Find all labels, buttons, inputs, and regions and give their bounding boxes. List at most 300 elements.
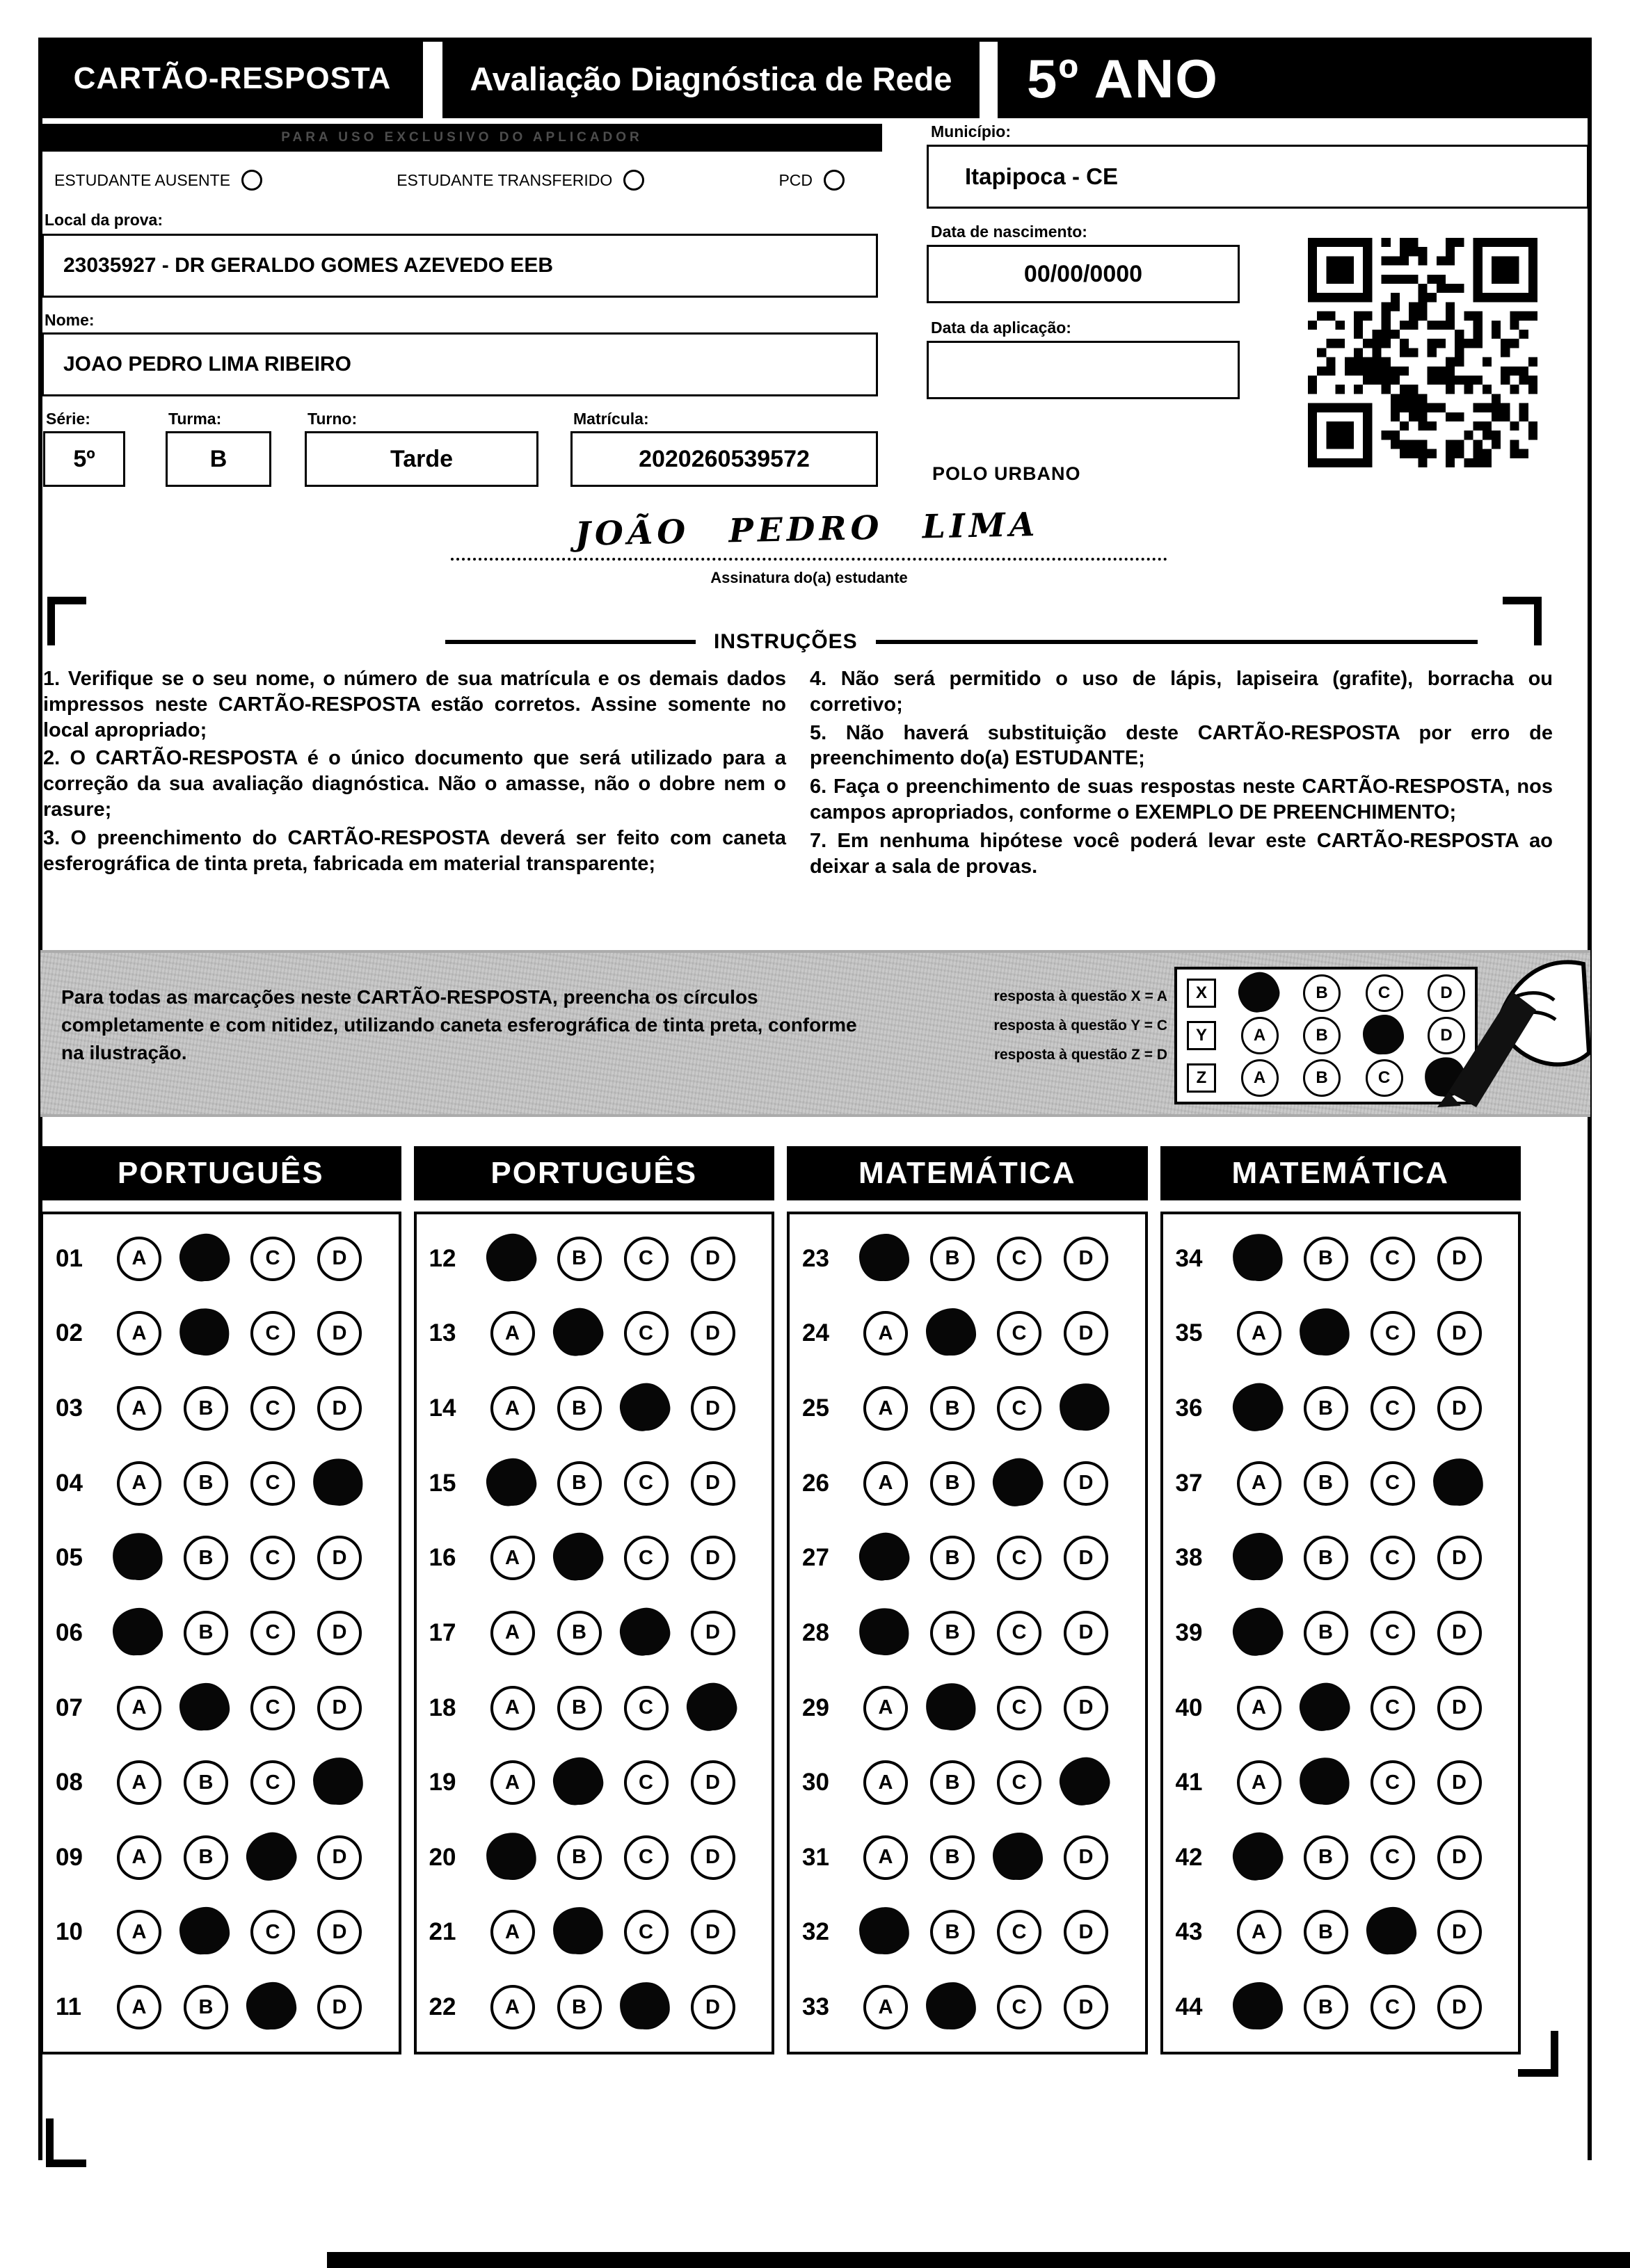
example-bubble-Y-D: D xyxy=(1428,1017,1465,1054)
bubble-05-B[interactable]: B xyxy=(184,1536,228,1580)
example-row-X xyxy=(1187,974,1465,1012)
bubble-21-A[interactable]: A xyxy=(490,1910,535,1954)
bubble-24-B[interactable] xyxy=(930,1311,975,1356)
bubble-42-D[interactable]: D xyxy=(1437,1835,1482,1880)
answer-rows xyxy=(787,1212,1148,2054)
bubble-13-B[interactable] xyxy=(557,1311,602,1356)
bubble-22-A[interactable]: A xyxy=(490,1985,535,2029)
question-number: 28 xyxy=(802,1618,829,1646)
aplicacao-label: Data da aplicação: xyxy=(931,319,1071,337)
bubble-41-C[interactable]: C xyxy=(1371,1760,1415,1805)
bubble-40-A[interactable]: A xyxy=(1237,1686,1281,1730)
question-row-16 xyxy=(429,1536,768,1580)
bubble-06-A[interactable] xyxy=(117,1611,161,1655)
bubble-01-C[interactable]: C xyxy=(250,1237,295,1281)
bubble-36-B[interactable]: B xyxy=(1304,1386,1348,1431)
bubble-17-A[interactable]: A xyxy=(490,1611,535,1655)
bubble-11-B[interactable]: B xyxy=(184,1985,228,2029)
bubble-31-B[interactable]: B xyxy=(930,1835,975,1880)
example-row-label: Y xyxy=(1187,1021,1216,1050)
bubble-19-B[interactable] xyxy=(557,1760,602,1805)
bubble-34-A[interactable] xyxy=(1237,1237,1281,1281)
bubble-29-B[interactable] xyxy=(930,1686,975,1730)
question-row-04 xyxy=(56,1461,394,1506)
question-row-15 xyxy=(429,1461,768,1506)
example-row-label: Z xyxy=(1187,1063,1216,1093)
example-bubble-Z-B: B xyxy=(1303,1059,1341,1097)
bubble-27-B[interactable]: B xyxy=(930,1536,975,1580)
example-row-label: X xyxy=(1187,979,1216,1008)
bubble-39-C[interactable]: C xyxy=(1371,1611,1415,1655)
instructions-header xyxy=(445,630,1478,654)
bubble-44-C[interactable]: C xyxy=(1371,1985,1415,2029)
question-row-08 xyxy=(56,1760,394,1805)
example-row-Y xyxy=(1187,1017,1465,1054)
bubble-27-A[interactable] xyxy=(863,1536,908,1580)
instructions-title: INSTRUÇÕES xyxy=(714,630,858,653)
bubble-05-D[interactable]: D xyxy=(317,1536,362,1580)
bubble-03-A[interactable]: A xyxy=(117,1386,161,1431)
bubble-07-A[interactable]: A xyxy=(117,1686,161,1730)
bubble-06-D[interactable]: D xyxy=(317,1611,362,1655)
question-number: 35 xyxy=(1175,1319,1203,1347)
bubble-10-D[interactable]: D xyxy=(317,1910,362,1954)
applicator-bar-text: PARA USO EXCLUSIVO DO APLICADOR xyxy=(281,130,643,145)
bubble-28-C[interactable]: C xyxy=(997,1611,1041,1655)
bubble-09-D[interactable]: D xyxy=(317,1835,362,1880)
bubble-29-A[interactable]: A xyxy=(863,1686,908,1730)
question-row-35 xyxy=(1176,1311,1515,1356)
bubble-33-D[interactable]: D xyxy=(1064,1985,1108,2029)
nome-value: JOAO PEDRO LIMA RIBEIRO xyxy=(42,332,878,396)
bubble-10-B[interactable] xyxy=(184,1910,228,1954)
rule-left xyxy=(445,640,696,644)
bubble-26-D[interactable]: D xyxy=(1064,1461,1108,1506)
bubble-02-B[interactable] xyxy=(184,1311,228,1356)
bubble-33-B[interactable] xyxy=(930,1985,975,2029)
legend-line-x: resposta à questão X = A xyxy=(993,988,1167,1004)
bubble-30-D[interactable] xyxy=(1064,1760,1108,1805)
aplicacao-value xyxy=(927,341,1240,399)
bubble-27-C[interactable]: C xyxy=(997,1536,1041,1580)
bubble-04-C[interactable]: C xyxy=(250,1461,295,1506)
bubble-40-D[interactable]: D xyxy=(1437,1686,1482,1730)
question-number: 09 xyxy=(56,1843,83,1871)
example-bubble-Z-C: C xyxy=(1366,1059,1403,1097)
question-row-23 xyxy=(802,1237,1141,1281)
question-number: 39 xyxy=(1175,1618,1203,1646)
bubble-37-B[interactable]: B xyxy=(1304,1461,1348,1506)
question-row-32 xyxy=(802,1910,1141,1954)
question-number: 10 xyxy=(56,1918,83,1946)
bubble-35-B[interactable] xyxy=(1304,1311,1348,1356)
example-bubble-Z-A: A xyxy=(1241,1059,1279,1097)
answer-section-title: MATEMÁTICA xyxy=(787,1146,1148,1200)
bubble-36-A[interactable] xyxy=(1237,1386,1281,1431)
question-number: 17 xyxy=(429,1618,456,1646)
bubble-08-C[interactable]: C xyxy=(250,1760,295,1805)
bubble-43-B[interactable]: B xyxy=(1304,1910,1348,1954)
corner-mark-top-left xyxy=(47,597,86,645)
question-row-13 xyxy=(429,1311,768,1356)
question-row-06 xyxy=(56,1611,394,1655)
bubble-39-B[interactable]: B xyxy=(1304,1611,1348,1655)
bubble-14-D[interactable]: D xyxy=(691,1386,735,1431)
bubble-36-D[interactable]: D xyxy=(1437,1386,1482,1431)
question-row-22 xyxy=(429,1985,768,2029)
question-row-07 xyxy=(56,1686,394,1730)
status-bubble-transferido[interactable] xyxy=(623,170,644,191)
instruction-item-4: 4. Não será permitido o uso de lápis, lapiseira (grafite), borracha ou corretivo; xyxy=(810,668,1553,716)
bubble-23-C[interactable]: C xyxy=(997,1237,1041,1281)
matricula-label: Matrícula: xyxy=(573,410,649,428)
hand-pen-illustration xyxy=(1425,949,1592,1120)
bubble-07-D[interactable]: D xyxy=(317,1686,362,1730)
rule-right xyxy=(876,640,1478,644)
answer-section-1 xyxy=(40,1146,401,2054)
question-number: 19 xyxy=(429,1769,456,1796)
bubble-43-C[interactable] xyxy=(1371,1910,1415,1954)
bubble-29-D[interactable]: D xyxy=(1064,1686,1108,1730)
question-number: 33 xyxy=(802,1993,829,2021)
question-row-24 xyxy=(802,1311,1141,1356)
bubble-12-C[interactable]: C xyxy=(624,1237,669,1281)
question-row-37 xyxy=(1176,1461,1515,1506)
question-row-40 xyxy=(1176,1686,1515,1730)
bubble-28-A[interactable] xyxy=(863,1611,908,1655)
status-bubble-ausente[interactable] xyxy=(241,170,262,191)
bubble-22-B[interactable]: B xyxy=(557,1985,602,2029)
question-row-36 xyxy=(1176,1386,1515,1431)
serie-value: 5º xyxy=(43,431,125,487)
question-row-28 xyxy=(802,1611,1141,1655)
bubble-38-C[interactable]: C xyxy=(1371,1536,1415,1580)
example-legend xyxy=(966,982,1167,1070)
example-row-Z xyxy=(1187,1059,1465,1097)
bubble-17-D[interactable]: D xyxy=(691,1611,735,1655)
bubble-14-C[interactable] xyxy=(624,1386,669,1431)
bubble-31-A[interactable]: A xyxy=(863,1835,908,1880)
instruction-item-1: 1. Verifique se o seu nome, o número de sua matrícula e os demais dados impressos neste CARTÃO-RESPOSTA estão corretos. Assine somente no local apropriado; xyxy=(43,668,786,741)
bubble-08-B[interactable]: B xyxy=(184,1760,228,1805)
bubble-16-B[interactable] xyxy=(557,1536,602,1580)
bubble-06-C[interactable]: C xyxy=(250,1611,295,1655)
question-row-44 xyxy=(1176,1985,1515,2029)
bubble-25-C[interactable]: C xyxy=(997,1386,1041,1431)
example-bubble-Y-C xyxy=(1366,1017,1403,1054)
question-row-31 xyxy=(802,1835,1141,1880)
bubble-23-D[interactable]: D xyxy=(1064,1237,1108,1281)
bubble-27-D[interactable]: D xyxy=(1064,1536,1108,1580)
question-number: 30 xyxy=(802,1769,829,1796)
example-bubble-Y-B: B xyxy=(1303,1017,1341,1054)
bubble-42-B[interactable]: B xyxy=(1304,1835,1348,1880)
bubble-02-C[interactable]: C xyxy=(250,1311,295,1356)
bubble-41-A[interactable]: A xyxy=(1237,1760,1281,1805)
bubble-15-D[interactable]: D xyxy=(691,1461,735,1506)
question-row-01 xyxy=(56,1237,394,1281)
legend-line-y: resposta à questão Y = C xyxy=(993,1018,1167,1034)
bubble-12-B[interactable]: B xyxy=(557,1237,602,1281)
question-row-27 xyxy=(802,1536,1141,1580)
bubble-30-A[interactable]: A xyxy=(863,1760,908,1805)
bubble-19-D[interactable]: D xyxy=(691,1760,735,1805)
corner-mark-bottom-left xyxy=(46,2118,86,2167)
bubble-32-A[interactable] xyxy=(863,1910,908,1954)
question-row-39 xyxy=(1176,1611,1515,1655)
bubble-38-D[interactable]: D xyxy=(1437,1536,1482,1580)
bubble-32-D[interactable]: D xyxy=(1064,1910,1108,1954)
bubble-29-C[interactable]: C xyxy=(997,1686,1041,1730)
bubble-37-D[interactable] xyxy=(1437,1461,1482,1506)
bubble-25-D[interactable] xyxy=(1064,1386,1108,1431)
bubble-05-C[interactable]: C xyxy=(250,1536,295,1580)
form-title: CARTÃO-RESPOSTA xyxy=(73,61,392,95)
question-row-41 xyxy=(1176,1760,1515,1805)
question-number: 37 xyxy=(1175,1469,1203,1497)
question-row-21 xyxy=(429,1910,768,1954)
bubble-19-C[interactable]: C xyxy=(624,1760,669,1805)
question-number: 31 xyxy=(802,1843,829,1871)
bubble-15-B[interactable]: B xyxy=(557,1461,602,1506)
bubble-35-C[interactable]: C xyxy=(1371,1311,1415,1356)
bubble-12-A[interactable] xyxy=(490,1237,535,1281)
bubble-43-D[interactable]: D xyxy=(1437,1910,1482,1954)
bubble-44-A[interactable] xyxy=(1237,1985,1281,2029)
question-number: 15 xyxy=(429,1469,456,1497)
bubble-09-B[interactable]: B xyxy=(184,1835,228,1880)
bubble-21-B[interactable] xyxy=(557,1910,602,1954)
bubble-04-A[interactable]: A xyxy=(117,1461,161,1506)
question-row-20 xyxy=(429,1835,768,1880)
bubble-30-C[interactable]: C xyxy=(997,1760,1041,1805)
bubble-13-D[interactable]: D xyxy=(691,1311,735,1356)
answer-section-title: PORTUGUÊS xyxy=(40,1146,401,1200)
bubble-02-A[interactable]: A xyxy=(117,1311,161,1356)
bubble-06-B[interactable]: B xyxy=(184,1611,228,1655)
bubble-40-C[interactable]: C xyxy=(1371,1686,1415,1730)
question-number: 23 xyxy=(802,1244,829,1272)
bubble-18-D[interactable] xyxy=(691,1686,735,1730)
answer-rows xyxy=(40,1212,401,2054)
bubble-11-D[interactable]: D xyxy=(317,1985,362,2029)
assessment-title: Avaliação Diagnóstica de Rede xyxy=(470,60,952,97)
question-row-14 xyxy=(429,1386,768,1431)
bubble-18-A[interactable]: A xyxy=(490,1686,535,1730)
status-bubble-pcd[interactable] xyxy=(824,170,845,191)
bubble-38-A[interactable] xyxy=(1237,1536,1281,1580)
question-row-03 xyxy=(56,1386,394,1431)
bubble-17-C[interactable] xyxy=(624,1611,669,1655)
status-estudante-ausente xyxy=(54,170,262,191)
bubble-20-D[interactable]: D xyxy=(691,1835,735,1880)
question-number: 38 xyxy=(1175,1544,1203,1572)
question-number: 02 xyxy=(56,1319,83,1347)
bubble-10-A[interactable]: A xyxy=(117,1910,161,1954)
bubble-13-C[interactable]: C xyxy=(624,1311,669,1356)
bubble-09-C[interactable] xyxy=(250,1835,295,1880)
corner-mark-top-right xyxy=(1503,597,1542,645)
corner-mark-bottom-right xyxy=(1518,2031,1558,2077)
instruction-item-3: 3. O preenchimento do CARTÃO-RESPOSTA deverá ser feito com caneta esferográfica de tinta preta, fabricada em material transparente; xyxy=(43,826,786,875)
bubble-41-B[interactable] xyxy=(1304,1760,1348,1805)
bubble-44-B[interactable]: B xyxy=(1304,1985,1348,2029)
bubble-44-D[interactable]: D xyxy=(1437,1985,1482,2029)
bubble-10-C[interactable]: C xyxy=(250,1910,295,1954)
bubble-28-B[interactable]: B xyxy=(930,1611,975,1655)
bubble-12-D[interactable]: D xyxy=(691,1237,735,1281)
question-row-25 xyxy=(802,1386,1141,1431)
bubble-38-B[interactable]: B xyxy=(1304,1536,1348,1580)
bubble-35-A[interactable]: A xyxy=(1237,1311,1281,1356)
bubble-43-A[interactable]: A xyxy=(1237,1910,1281,1954)
example-bubble-X-D: D xyxy=(1428,974,1465,1012)
bubble-05-A[interactable] xyxy=(117,1536,161,1580)
bubble-01-D[interactable]: D xyxy=(317,1237,362,1281)
nome-label: Nome: xyxy=(45,311,95,329)
bubble-20-B[interactable]: B xyxy=(557,1835,602,1880)
bubble-22-D[interactable]: D xyxy=(691,1985,735,2029)
bubble-01-A[interactable]: A xyxy=(117,1237,161,1281)
bubble-18-C[interactable]: C xyxy=(624,1686,669,1730)
matricula-value: 2020260539572 xyxy=(570,431,878,487)
question-row-12 xyxy=(429,1237,768,1281)
bubble-04-B[interactable]: B xyxy=(184,1461,228,1506)
bubble-03-C[interactable]: C xyxy=(250,1386,295,1431)
question-row-02 xyxy=(56,1311,394,1356)
bubble-08-A[interactable]: A xyxy=(117,1760,161,1805)
bubble-39-D[interactable]: D xyxy=(1437,1611,1482,1655)
bubble-26-A[interactable]: A xyxy=(863,1461,908,1506)
question-number: 24 xyxy=(802,1319,829,1347)
status-label-ausente: ESTUDANTE AUSENTE xyxy=(54,170,231,189)
bubble-34-C[interactable]: C xyxy=(1371,1237,1415,1281)
bubble-37-A[interactable]: A xyxy=(1237,1461,1281,1506)
question-row-11 xyxy=(56,1985,394,2029)
bubble-11-A[interactable]: A xyxy=(117,1985,161,2029)
bubble-02-D[interactable]: D xyxy=(317,1311,362,1356)
bubble-34-D[interactable]: D xyxy=(1437,1237,1482,1281)
bubble-33-A[interactable]: A xyxy=(863,1985,908,2029)
bubble-07-B[interactable] xyxy=(184,1686,228,1730)
bubble-16-D[interactable]: D xyxy=(691,1536,735,1580)
question-number: 36 xyxy=(1175,1394,1203,1422)
bubble-26-B[interactable]: B xyxy=(930,1461,975,1506)
bubble-24-D[interactable]: D xyxy=(1064,1311,1108,1356)
bubble-21-C[interactable]: C xyxy=(624,1910,669,1954)
question-number: 42 xyxy=(1175,1843,1203,1871)
bubble-24-C[interactable]: C xyxy=(997,1311,1041,1356)
bubble-37-C[interactable]: C xyxy=(1371,1461,1415,1506)
bubble-30-B[interactable]: B xyxy=(930,1760,975,1805)
bubble-22-C[interactable] xyxy=(624,1985,669,2029)
bubble-25-B[interactable]: B xyxy=(930,1386,975,1431)
question-number: 21 xyxy=(429,1918,456,1946)
nascimento-value: 00/00/0000 xyxy=(927,245,1240,303)
bubble-32-B[interactable]: B xyxy=(930,1910,975,1954)
bubble-31-D[interactable]: D xyxy=(1064,1835,1108,1880)
question-row-05 xyxy=(56,1536,394,1580)
bubble-17-B[interactable]: B xyxy=(557,1611,602,1655)
bubble-21-D[interactable]: D xyxy=(691,1910,735,1954)
question-row-09 xyxy=(56,1835,394,1880)
instruction-item-7: 7. Em nenhuma hipótese você poderá levar este CARTÃO-RESPOSTA ao deixar a sala de provas. xyxy=(810,829,1553,878)
municipio-value: Itapipoca - CE xyxy=(927,145,1589,209)
bubble-13-A[interactable]: A xyxy=(490,1311,535,1356)
bubble-24-A[interactable]: A xyxy=(863,1311,908,1356)
question-number: 27 xyxy=(802,1544,829,1572)
question-number: 22 xyxy=(429,1993,456,2021)
bubble-26-C[interactable] xyxy=(997,1461,1041,1506)
bubble-03-D[interactable]: D xyxy=(317,1386,362,1431)
bubble-04-D[interactable] xyxy=(317,1461,362,1506)
bubble-03-B[interactable]: B xyxy=(184,1386,228,1431)
answer-rows xyxy=(414,1212,775,2054)
bubble-39-A[interactable] xyxy=(1237,1611,1281,1655)
bubble-23-B[interactable]: B xyxy=(930,1237,975,1281)
qr-code xyxy=(1308,238,1537,467)
bubble-20-A[interactable] xyxy=(490,1835,535,1880)
example-bubble-X-A xyxy=(1241,974,1279,1012)
example-bubble-X-C: C xyxy=(1366,974,1403,1012)
bubble-42-A[interactable] xyxy=(1237,1835,1281,1880)
turno-label: Turno: xyxy=(307,410,358,428)
bubble-11-C[interactable] xyxy=(250,1985,295,2029)
bubble-07-C[interactable]: C xyxy=(250,1686,295,1730)
question-number: 06 xyxy=(56,1618,83,1646)
bubble-23-A[interactable] xyxy=(863,1237,908,1281)
bubble-25-A[interactable]: A xyxy=(863,1386,908,1431)
bubble-36-C[interactable]: C xyxy=(1371,1386,1415,1431)
bubble-31-C[interactable] xyxy=(997,1835,1041,1880)
bubble-08-D[interactable] xyxy=(317,1760,362,1805)
form-title-banner xyxy=(42,39,423,118)
bubble-15-C[interactable]: C xyxy=(624,1461,669,1506)
question-number: 34 xyxy=(1175,1244,1203,1272)
bubble-14-B[interactable]: B xyxy=(557,1386,602,1431)
signature-line[interactable] xyxy=(451,529,1167,561)
bubble-14-A[interactable]: A xyxy=(490,1386,535,1431)
question-number: 16 xyxy=(429,1544,456,1572)
student-status-row xyxy=(42,160,882,200)
answer-section-2 xyxy=(414,1146,775,2054)
question-row-19 xyxy=(429,1760,768,1805)
bubble-32-C[interactable]: C xyxy=(997,1910,1041,1954)
bubble-16-C[interactable]: C xyxy=(624,1536,669,1580)
status-pcd xyxy=(778,170,845,191)
bubble-34-B[interactable]: B xyxy=(1304,1237,1348,1281)
bubble-35-D[interactable]: D xyxy=(1437,1311,1482,1356)
question-row-30 xyxy=(802,1760,1141,1805)
bubble-19-A[interactable]: A xyxy=(490,1760,535,1805)
bubble-15-A[interactable] xyxy=(490,1461,535,1506)
bubble-01-B[interactable] xyxy=(184,1237,228,1281)
question-number: 14 xyxy=(429,1394,456,1422)
bubble-18-B[interactable]: B xyxy=(557,1686,602,1730)
bubble-16-A[interactable]: A xyxy=(490,1536,535,1580)
bubble-42-C[interactable]: C xyxy=(1371,1835,1415,1880)
bubble-40-B[interactable] xyxy=(1304,1686,1348,1730)
turno-value: Tarde xyxy=(305,431,538,487)
bubble-09-A[interactable]: A xyxy=(117,1835,161,1880)
bubble-28-D[interactable]: D xyxy=(1064,1611,1108,1655)
question-row-26 xyxy=(802,1461,1141,1506)
bubble-20-C[interactable]: C xyxy=(624,1835,669,1880)
bubble-33-C[interactable]: C xyxy=(997,1985,1041,2029)
question-number: 26 xyxy=(802,1469,829,1497)
bubble-41-D[interactable]: D xyxy=(1437,1760,1482,1805)
signature-caption: Assinatura do(a) estudante xyxy=(710,569,908,586)
